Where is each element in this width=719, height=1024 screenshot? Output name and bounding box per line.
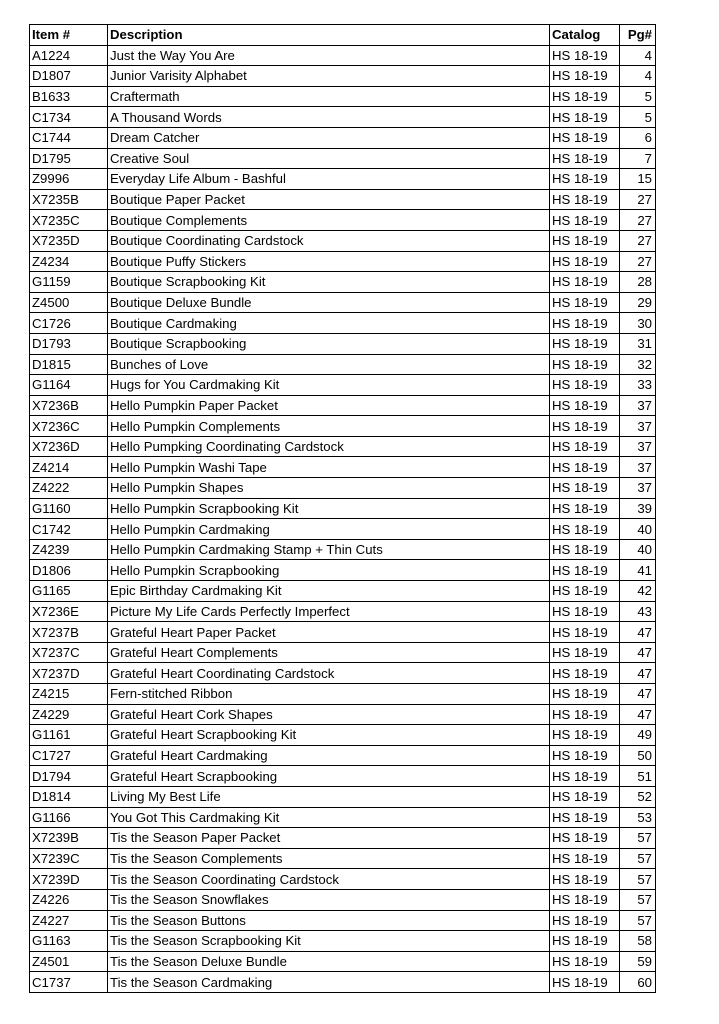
- page-number-cell: 39: [620, 498, 656, 519]
- item-number-cell: X7237C: [30, 642, 108, 663]
- description-cell: Tis the Season Deluxe Bundle: [108, 951, 550, 972]
- table-row: [30, 416, 656, 437]
- table-row: [30, 539, 656, 560]
- item-number-cell: X7239B: [30, 828, 108, 849]
- page-number-cell: 32: [620, 354, 656, 375]
- page-number-cell: 57: [620, 910, 656, 931]
- description-cell: Grateful Heart Cork Shapes: [108, 704, 550, 725]
- description-cell: Grateful Heart Scrapbooking: [108, 766, 550, 787]
- item-number-cell: D1794: [30, 766, 108, 787]
- table-row: [30, 807, 656, 828]
- description-cell: Epic Birthday Cardmaking Kit: [108, 581, 550, 602]
- catalog-cell: HS 18-19: [550, 581, 620, 602]
- catalog-cell: HS 18-19: [550, 560, 620, 581]
- item-number-cell: X7236E: [30, 601, 108, 622]
- catalog-cell: HS 18-19: [550, 519, 620, 540]
- item-number-cell: X7236D: [30, 436, 108, 457]
- description-cell: Craftermath: [108, 86, 550, 107]
- page-number-cell: 57: [620, 889, 656, 910]
- catalog-cell: HS 18-19: [550, 704, 620, 725]
- page-number-cell: 4: [620, 45, 656, 66]
- page-number-cell: 28: [620, 272, 656, 293]
- item-number-cell: C1742: [30, 519, 108, 540]
- catalog-cell: HS 18-19: [550, 395, 620, 416]
- description-cell: Boutique Cardmaking: [108, 313, 550, 334]
- description-cell: Dream Catcher: [108, 127, 550, 148]
- table-row: [30, 560, 656, 581]
- catalog-cell: HS 18-19: [550, 230, 620, 251]
- description-cell: Boutique Scrapbooking: [108, 333, 550, 354]
- catalog-cell: HS 18-19: [550, 951, 620, 972]
- item-number-cell: X7239D: [30, 869, 108, 890]
- description-cell: Picture My Life Cards Perfectly Imperfect: [108, 601, 550, 622]
- catalog-cell: HS 18-19: [550, 148, 620, 169]
- description-cell: Hello Pumpkin Complements: [108, 416, 550, 437]
- description-cell: Hello Pumpkin Washi Tape: [108, 457, 550, 478]
- item-number-cell: C1744: [30, 127, 108, 148]
- table-row: [30, 251, 656, 272]
- table-row: [30, 622, 656, 643]
- table-row: [30, 519, 656, 540]
- table-body: [30, 45, 656, 992]
- item-number-cell: X7237D: [30, 663, 108, 684]
- catalog-cell: HS 18-19: [550, 436, 620, 457]
- item-number-cell: X7237B: [30, 622, 108, 643]
- table-row: [30, 766, 656, 787]
- table-row: [30, 725, 656, 746]
- page-number-cell: 57: [620, 848, 656, 869]
- page-number-cell: 47: [620, 642, 656, 663]
- table-row: [30, 436, 656, 457]
- page-number-cell: 53: [620, 807, 656, 828]
- catalog-cell: HS 18-19: [550, 66, 620, 87]
- page-number-cell: 49: [620, 725, 656, 746]
- table-row: [30, 931, 656, 952]
- description-cell: Hello Pumpkin Scrapbooking: [108, 560, 550, 581]
- catalog-cell: HS 18-19: [550, 848, 620, 869]
- description-cell: Tis the Season Cardmaking: [108, 972, 550, 993]
- page-number-cell: 40: [620, 519, 656, 540]
- catalog-cell: HS 18-19: [550, 272, 620, 293]
- table-row: [30, 498, 656, 519]
- description-cell: Tis the Season Complements: [108, 848, 550, 869]
- page-number-cell: 57: [620, 869, 656, 890]
- description-cell: Boutique Deluxe Bundle: [108, 292, 550, 313]
- description-cell: Just the Way You Are: [108, 45, 550, 66]
- description-cell: Hello Pumpking Coordinating Cardstock: [108, 436, 550, 457]
- catalog-cell: HS 18-19: [550, 498, 620, 519]
- catalog-cell: HS 18-19: [550, 251, 620, 272]
- page-number-cell: 52: [620, 786, 656, 807]
- catalog-cell: HS 18-19: [550, 292, 620, 313]
- description-cell: Boutique Scrapbooking Kit: [108, 272, 550, 293]
- page-number-cell: 40: [620, 539, 656, 560]
- item-number-cell: Z4226: [30, 889, 108, 910]
- description-cell: Tis the Season Scrapbooking Kit: [108, 931, 550, 952]
- table-row: [30, 457, 656, 478]
- item-number-cell: D1795: [30, 148, 108, 169]
- catalog-cell: HS 18-19: [550, 107, 620, 128]
- table-row: [30, 601, 656, 622]
- item-number-cell: Z4239: [30, 539, 108, 560]
- description-cell: Grateful Heart Cardmaking: [108, 745, 550, 766]
- table-row: [30, 66, 656, 87]
- page-number-cell: 37: [620, 416, 656, 437]
- catalog-cell: HS 18-19: [550, 457, 620, 478]
- description-cell: Grateful Heart Scrapbooking Kit: [108, 725, 550, 746]
- table-row: [30, 910, 656, 931]
- item-number-cell: Z4214: [30, 457, 108, 478]
- catalog-cell: HS 18-19: [550, 622, 620, 643]
- table-row: [30, 642, 656, 663]
- page-number-cell: 41: [620, 560, 656, 581]
- item-number-cell: X7235C: [30, 210, 108, 231]
- page-number-cell: 5: [620, 86, 656, 107]
- catalog-cell: HS 18-19: [550, 416, 620, 437]
- page-number-cell: 51: [620, 766, 656, 787]
- catalog-cell: HS 18-19: [550, 45, 620, 66]
- table-row: [30, 148, 656, 169]
- catalog-cell: HS 18-19: [550, 828, 620, 849]
- item-number-cell: C1726: [30, 313, 108, 334]
- catalog-cell: HS 18-19: [550, 684, 620, 705]
- item-number-cell: G1166: [30, 807, 108, 828]
- item-number-cell: X7236C: [30, 416, 108, 437]
- catalog-cell: HS 18-19: [550, 169, 620, 190]
- item-number-cell: G1164: [30, 375, 108, 396]
- table-row: [30, 663, 656, 684]
- item-number-cell: A1224: [30, 45, 108, 66]
- page-number-cell: 37: [620, 478, 656, 499]
- item-number-cell: D1807: [30, 66, 108, 87]
- page-number-cell: 59: [620, 951, 656, 972]
- description-cell: Boutique Coordinating Cardstock: [108, 230, 550, 251]
- table-row: [30, 127, 656, 148]
- table-row: [30, 292, 656, 313]
- page-number-cell: 7: [620, 148, 656, 169]
- table-row: [30, 272, 656, 293]
- item-number-cell: X7239C: [30, 848, 108, 869]
- catalog-cell: HS 18-19: [550, 86, 620, 107]
- page-number-cell: 27: [620, 210, 656, 231]
- table-row: [30, 848, 656, 869]
- catalog-cell: HS 18-19: [550, 354, 620, 375]
- page-number-cell: 42: [620, 581, 656, 602]
- page-number-cell: 33: [620, 375, 656, 396]
- description-cell: Tis the Season Buttons: [108, 910, 550, 931]
- table-row: [30, 478, 656, 499]
- item-number-cell: Z4215: [30, 684, 108, 705]
- catalog-cell: HS 18-19: [550, 642, 620, 663]
- page-number-cell: 37: [620, 395, 656, 416]
- header-page-number: Pg#: [620, 25, 656, 46]
- item-number-cell: Z4222: [30, 478, 108, 499]
- table-row: [30, 354, 656, 375]
- page-number-cell: 47: [620, 684, 656, 705]
- description-cell: A Thousand Words: [108, 107, 550, 128]
- item-number-cell: B1633: [30, 86, 108, 107]
- catalog-cell: HS 18-19: [550, 972, 620, 993]
- page-number-cell: 37: [620, 436, 656, 457]
- item-number-cell: G1161: [30, 725, 108, 746]
- description-cell: Grateful Heart Paper Packet: [108, 622, 550, 643]
- table-row: [30, 333, 656, 354]
- description-cell: Hello Pumpkin Cardmaking Stamp + Thin Cuts: [108, 539, 550, 560]
- table-row: [30, 951, 656, 972]
- header-description: Description: [108, 25, 550, 46]
- catalog-cell: HS 18-19: [550, 725, 620, 746]
- table-row: [30, 786, 656, 807]
- description-cell: You Got This Cardmaking Kit: [108, 807, 550, 828]
- item-number-cell: G1163: [30, 931, 108, 952]
- table-row: [30, 169, 656, 190]
- catalog-cell: HS 18-19: [550, 539, 620, 560]
- catalog-cell: HS 18-19: [550, 766, 620, 787]
- catalog-cell: HS 18-19: [550, 931, 620, 952]
- description-cell: Grateful Heart Complements: [108, 642, 550, 663]
- page-number-cell: 47: [620, 622, 656, 643]
- item-number-cell: X7236B: [30, 395, 108, 416]
- item-number-cell: Z4227: [30, 910, 108, 931]
- catalog-cell: HS 18-19: [550, 210, 620, 231]
- description-cell: Hello Pumpkin Cardmaking: [108, 519, 550, 540]
- table-row: [30, 889, 656, 910]
- table-row: [30, 189, 656, 210]
- page-number-cell: 15: [620, 169, 656, 190]
- page-number-cell: 57: [620, 828, 656, 849]
- table-row: [30, 581, 656, 602]
- item-number-cell: D1814: [30, 786, 108, 807]
- description-cell: Hello Pumpkin Shapes: [108, 478, 550, 499]
- description-cell: Living My Best Life: [108, 786, 550, 807]
- description-cell: Boutique Complements: [108, 210, 550, 231]
- description-cell: Fern-stitched Ribbon: [108, 684, 550, 705]
- description-cell: Grateful Heart Coordinating Cardstock: [108, 663, 550, 684]
- item-number-cell: D1815: [30, 354, 108, 375]
- catalog-cell: HS 18-19: [550, 478, 620, 499]
- catalog-cell: HS 18-19: [550, 313, 620, 334]
- catalog-cell: HS 18-19: [550, 910, 620, 931]
- catalog-cell: HS 18-19: [550, 663, 620, 684]
- catalog-cell: HS 18-19: [550, 869, 620, 890]
- item-number-cell: Z4234: [30, 251, 108, 272]
- header-catalog: Catalog: [550, 25, 620, 46]
- catalog-cell: HS 18-19: [550, 333, 620, 354]
- page-number-cell: 58: [620, 931, 656, 952]
- catalog-cell: HS 18-19: [550, 189, 620, 210]
- page-number-cell: 47: [620, 663, 656, 684]
- table-row: [30, 395, 656, 416]
- table-row: [30, 230, 656, 251]
- description-cell: Tis the Season Coordinating Cardstock: [108, 869, 550, 890]
- description-cell: Creative Soul: [108, 148, 550, 169]
- page-number-cell: 60: [620, 972, 656, 993]
- page-number-cell: 47: [620, 704, 656, 725]
- item-number-cell: Z9996: [30, 169, 108, 190]
- description-cell: Boutique Paper Packet: [108, 189, 550, 210]
- catalog-cell: HS 18-19: [550, 375, 620, 396]
- item-number-cell: G1165: [30, 581, 108, 602]
- table-row: [30, 45, 656, 66]
- table-row: [30, 375, 656, 396]
- item-number-cell: D1806: [30, 560, 108, 581]
- description-cell: Everyday Life Album - Bashful: [108, 169, 550, 190]
- description-cell: Boutique Puffy Stickers: [108, 251, 550, 272]
- table-row: [30, 86, 656, 107]
- item-number-cell: G1159: [30, 272, 108, 293]
- item-number-cell: Z4501: [30, 951, 108, 972]
- table-row: [30, 745, 656, 766]
- item-number-cell: X7235D: [30, 230, 108, 251]
- page-number-cell: 5: [620, 107, 656, 128]
- item-number-cell: X7235B: [30, 189, 108, 210]
- page-number-cell: 31: [620, 333, 656, 354]
- header-row: [30, 25, 656, 46]
- item-number-cell: C1734: [30, 107, 108, 128]
- table-row: [30, 313, 656, 334]
- page-number-cell: 30: [620, 313, 656, 334]
- table-row: [30, 107, 656, 128]
- description-cell: Junior Varisity Alphabet: [108, 66, 550, 87]
- page-number-cell: 43: [620, 601, 656, 622]
- item-number-cell: Z4500: [30, 292, 108, 313]
- page-number-cell: 27: [620, 251, 656, 272]
- item-number-cell: C1727: [30, 745, 108, 766]
- catalog-cell: HS 18-19: [550, 745, 620, 766]
- item-number-cell: D1793: [30, 333, 108, 354]
- description-cell: Hello Pumpkin Paper Packet: [108, 395, 550, 416]
- description-cell: Tis the Season Snowflakes: [108, 889, 550, 910]
- description-cell: Tis the Season Paper Packet: [108, 828, 550, 849]
- catalog-cell: HS 18-19: [550, 127, 620, 148]
- description-cell: Bunches of Love: [108, 354, 550, 375]
- description-cell: Hello Pumpkin Scrapbooking Kit: [108, 498, 550, 519]
- catalog-table: [29, 24, 656, 993]
- page-number-cell: 37: [620, 457, 656, 478]
- table-row: [30, 869, 656, 890]
- table-row: [30, 684, 656, 705]
- table-row: [30, 972, 656, 993]
- table-row: [30, 704, 656, 725]
- page-number-cell: 4: [620, 66, 656, 87]
- page-number-cell: 50: [620, 745, 656, 766]
- catalog-cell: HS 18-19: [550, 807, 620, 828]
- page-number-cell: 29: [620, 292, 656, 313]
- page-number-cell: 27: [620, 230, 656, 251]
- catalog-cell: HS 18-19: [550, 786, 620, 807]
- item-number-cell: G1160: [30, 498, 108, 519]
- table-row: [30, 210, 656, 231]
- page-number-cell: 6: [620, 127, 656, 148]
- description-cell: Hugs for You Cardmaking Kit: [108, 375, 550, 396]
- header-item-number: Item #: [30, 25, 108, 46]
- catalog-cell: HS 18-19: [550, 601, 620, 622]
- item-number-cell: C1737: [30, 972, 108, 993]
- table-row: [30, 828, 656, 849]
- page-number-cell: 27: [620, 189, 656, 210]
- item-number-cell: Z4229: [30, 704, 108, 725]
- catalog-cell: HS 18-19: [550, 889, 620, 910]
